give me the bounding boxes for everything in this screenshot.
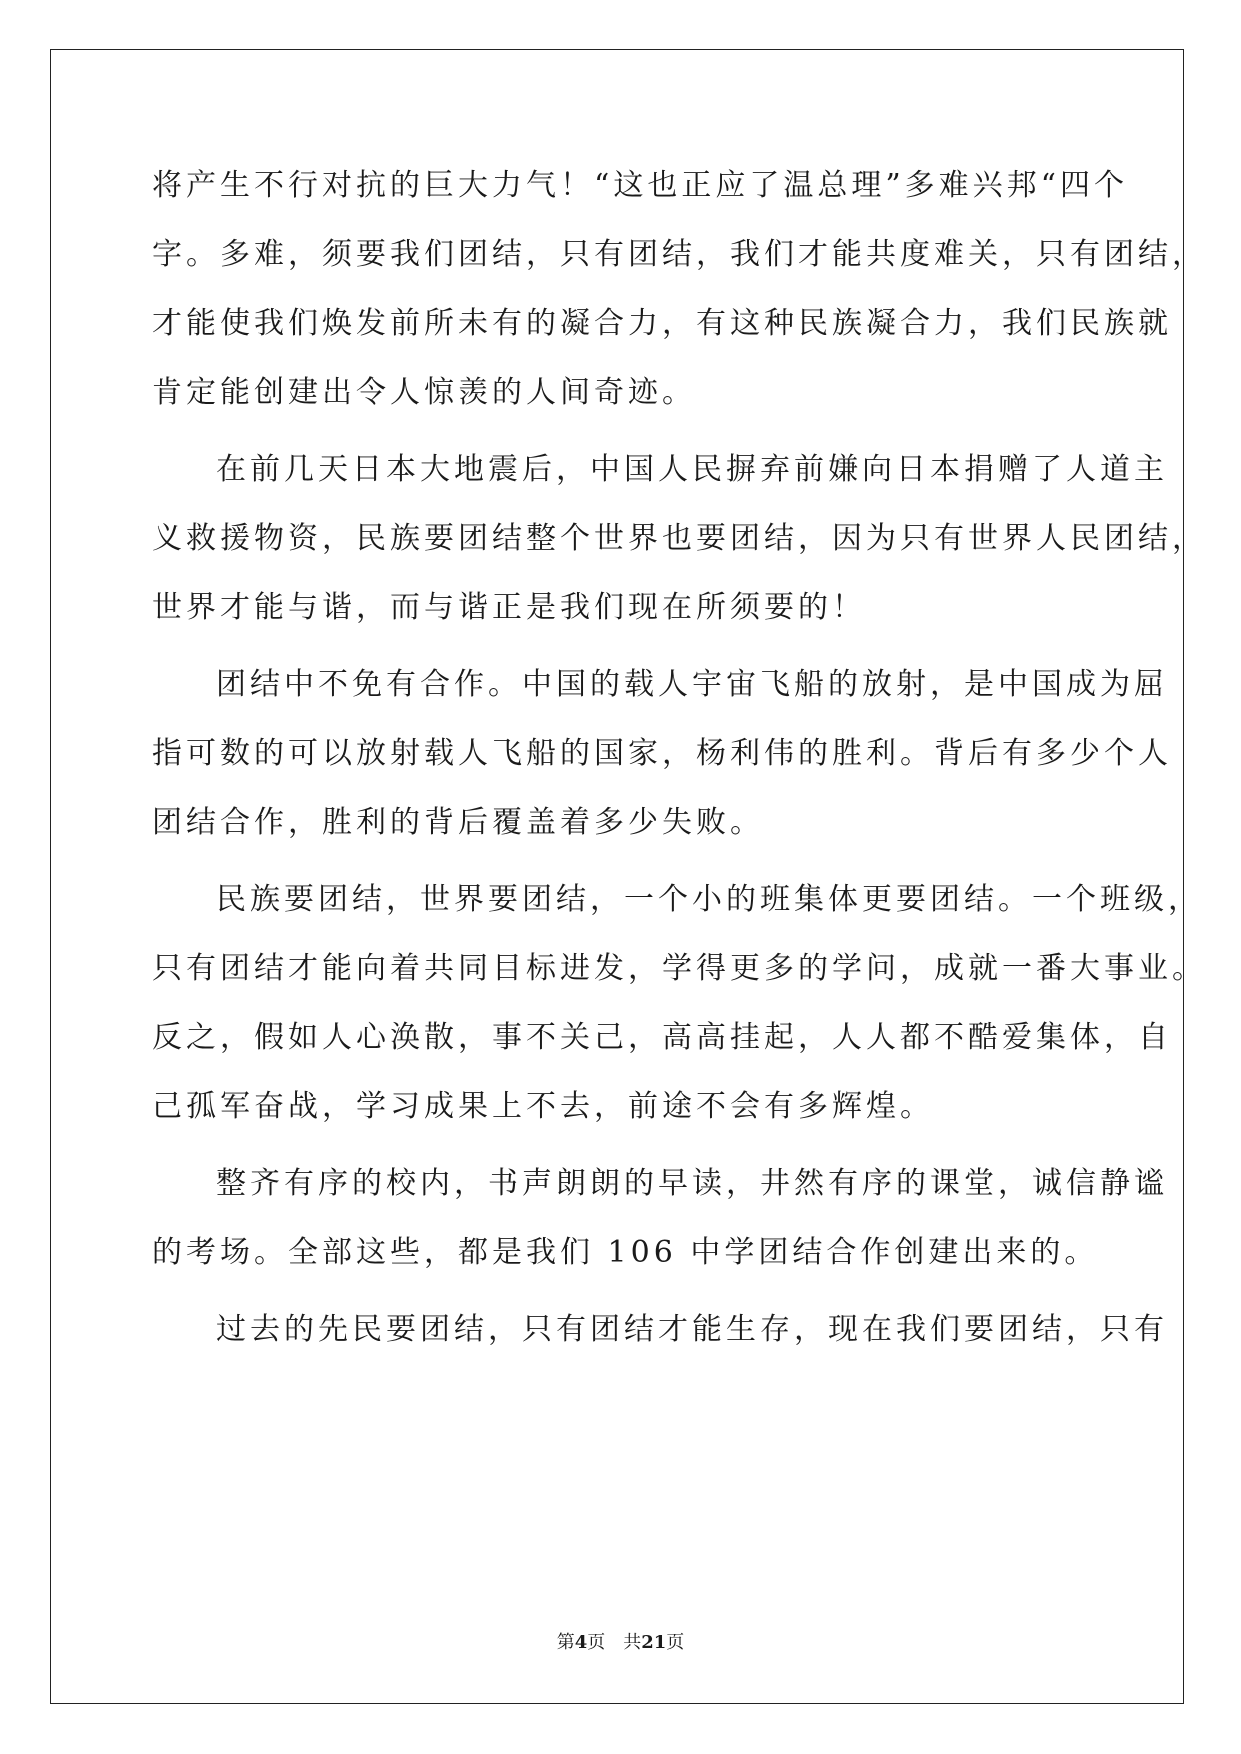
text-line: 义救援物资，民族要团结整个世界也要团结，因为只有世界人民团结， (152, 521, 1206, 556)
paragraph-start-line: 过去的先民要团结，只有团结才能生存，现在我们要团结，只有 (216, 1312, 1168, 1347)
text-line: 团结合作，胜利的背后覆盖着多少失败。 (152, 805, 764, 840)
text-line: 字。多难，须要我们团结，只有团结，我们才能共度难关，只有团结， (152, 237, 1206, 272)
total-suffix: 页 (666, 1632, 685, 1653)
text-line: 的考场。全部这些，都是我们 106 中学团结合作创建出来的。 (152, 1235, 1099, 1270)
text-line: 只有团结才能向着共同目标进发，学得更多的学问，成就一番大事业。 (152, 951, 1206, 986)
text-line: 才能使我们焕发前所未有的凝合力，有这种民族凝合力，我们民族就 (152, 306, 1172, 341)
text-line: 将产生不行对抗的巨大力气！“这也正应了温总理”多难兴邦“四个 (152, 168, 1129, 203)
paragraph-start-line: 民族要团结，世界要团结，一个小的班集体更要团结。一个班级， (216, 882, 1202, 917)
total-prefix: 共 (623, 1632, 642, 1653)
text-line: 肯定能创建出令人惊羡的人间奇迹。 (152, 375, 696, 410)
page-number: 4 (574, 1632, 588, 1653)
paragraph-start-line: 在前几天日本大地震后，中国人民摒弃前嫌向日本捐赠了人道主 (216, 452, 1168, 487)
paragraph-start-line: 整齐有序的校内，书声朗朗的早读，井然有序的课堂，诚信静谧 (216, 1166, 1168, 1201)
page-footer (0, 1631, 1241, 1655)
text-line: 世界才能与谐，而与谐正是我们现在所须要的！ (152, 590, 866, 625)
text-line: 指可数的可以放射载人飞船的国家，杨利伟的胜利。背后有多少个人 (152, 736, 1172, 771)
total-pages: 21 (641, 1632, 667, 1653)
text-line: 反之，假如人心涣散，事不关己，高高挂起，人人都不酷爱集体，自 (152, 1020, 1172, 1055)
paragraph-start-line: 团结中不免有合作。中国的载人宇宙飞船的放射，是中国成为屈 (216, 667, 1168, 702)
page-suffix: 页 (587, 1632, 606, 1653)
text-line: 己孤军奋战，学习成果上不去，前途不会有多辉煌。 (152, 1089, 934, 1124)
page-prefix: 第 (556, 1632, 575, 1653)
